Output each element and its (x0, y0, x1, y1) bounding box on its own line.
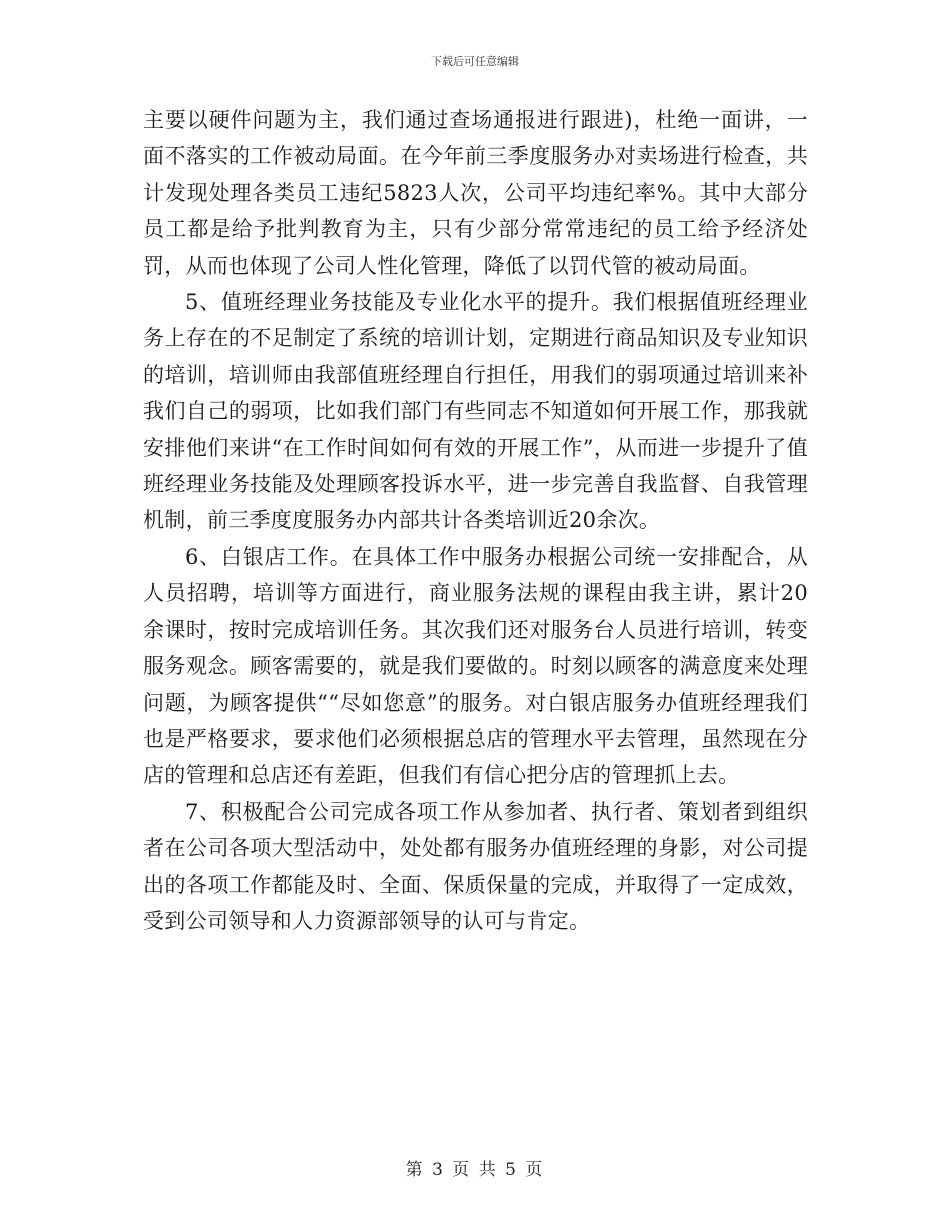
paragraph-item-6: 6、白银店工作。在具体工作中服务办根据公司统一安排配合，从人员招聘，培训等方面进行，商业服务法规的课程由我主讲，累计20余课时，按时完成培训任务。其次我们还对服务台人员进行培训，转变服务观念。顾客需要的，就是我们要做的。时刻以顾客的满意度来处理问题，为顾客提供““尽如您意”的服务。对白银店服务办值班经理我们也是严格要求，要求他们必须根据总店的管理水平去管理，虽然现在分店的管理和总店还有差距，但我们有信心把分店的管理抓上去。 (143, 544, 808, 788)
page-number-footer: 第 3 页 共 5 页 (405, 1160, 545, 1180)
document-body (143, 102, 808, 939)
page-header: 下载后可任意编辑 (431, 55, 519, 68)
paragraph-item-5: 5、值班经理业务技能及专业化水平的提升。我们根据值班经理业务上存在的不足制定了系统的培训计划，定期进行商品知识及专业知识的培训，培训师由我部值班经理自行担任，用我们的弱项通过培训来补我们自己的弱项，比如我们部门有些同志不知道如何开展工作，那我就安排他们来讲“在工作时间如何有效的开展工作”，从而进一步提升了值班经理业务技能及处理顾客投诉水平，进一步完善自我监督、自我管理机制，前三季度度服务办内部共计各类培训近20余次。 (143, 290, 808, 533)
paragraph-continuation: 主要以硬件问题为主，我们通过查场通报进行跟进)，杜绝一面讲，一面不落实的工作被动局面。在今年前三季度服务办对卖场进行检查，共计发现处理各类员工违纪5823人次，公司平均违纪率%。其中大部分员工都是给予批判教育为主，只有少部分常常违纪的员工给予经济处罚，从而也体现了公司人性化管理，降低了以罚代管的被动局面。 (143, 108, 808, 278)
paragraph-item-7: 7、积极配合公司完成各项工作从参加者、执行者、策划者到组织者在公司各项大型活动中，处处都有服务办值班经理的身影，对公司提出的各项工作都能及时、全面、保质保量的完成，并取得了一定成效，受到公司领导和人力资源部领导的认可与肯定。 (143, 799, 808, 933)
